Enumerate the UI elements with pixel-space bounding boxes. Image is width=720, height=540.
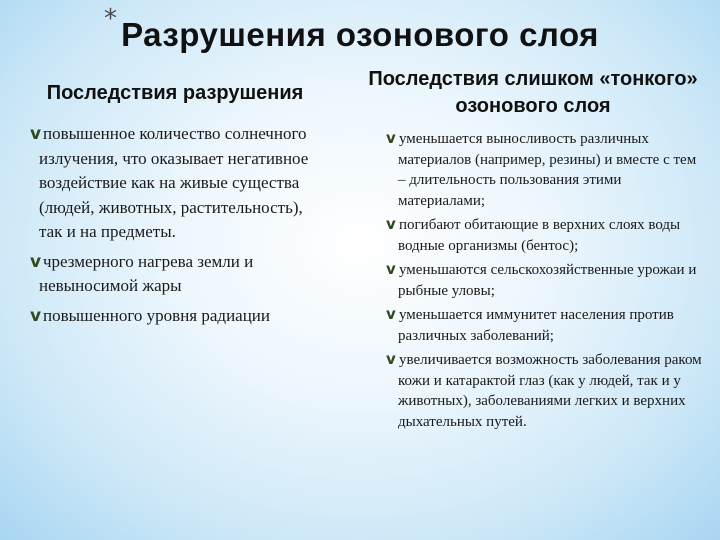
slide-title: Разрушения озонового слоя: [121, 16, 599, 53]
list-item: [30, 304, 330, 329]
list-item-text: уменьшается выносливость различных материалов (например, резины) и вместе с тем – длительность пользования этими материалами;: [398, 131, 697, 209]
list-item: [30, 250, 330, 299]
list-item-text: погибают обитающие в верхних слоях воды водные организмы (бентос);: [398, 217, 681, 254]
checkmark-bullet-icon: v: [30, 251, 42, 272]
checkmark-bullet-icon: v: [30, 305, 42, 326]
list-item: [386, 349, 704, 432]
list-item-text: уменьшаются сельскохозяйственные урожаи и рыбные уловы;: [398, 262, 697, 299]
list-item: [386, 304, 704, 346]
checkmark-bullet-icon: v: [30, 124, 42, 144]
list-item: [386, 259, 704, 301]
list-item: [386, 214, 704, 256]
list-item-text: уменьшается иммунитет населения против различных заболеваний;: [398, 307, 674, 344]
list-item: [30, 122, 330, 245]
asterisk-mark: *: [104, 4, 117, 34]
list-item-text: повышенного уровня радиации: [43, 305, 271, 325]
list-item-text: повышенное количество солнечного излучения, что оказывает негативное воздействие как на живые существа (людей, животных, растительность), так и на предметы.: [39, 124, 309, 241]
list-item-text: чрезмерного нагрева земли и невыносимой жары: [39, 251, 254, 295]
checkmark-bullet-icon: v: [386, 305, 396, 323]
left-bullet-list: [30, 122, 330, 333]
list-item: [386, 128, 704, 211]
list-item-text: увеличивается возможность заболевания раком кожи и катарактой глаз (как у людей, так и у животных), заболеваниями легких и верхних дыхательных путей.: [398, 352, 702, 430]
right-column-heading: Последствия слишком «тонкого» озонового слоя: [368, 68, 698, 117]
left-column-heading: Последствия разрушения: [46, 82, 304, 104]
checkmark-bullet-icon: v: [386, 215, 396, 233]
checkmark-bullet-icon: v: [386, 260, 396, 278]
checkmark-bullet-icon: v: [386, 350, 396, 368]
right-bullet-list: [386, 128, 704, 435]
checkmark-bullet-icon: v: [386, 129, 396, 147]
